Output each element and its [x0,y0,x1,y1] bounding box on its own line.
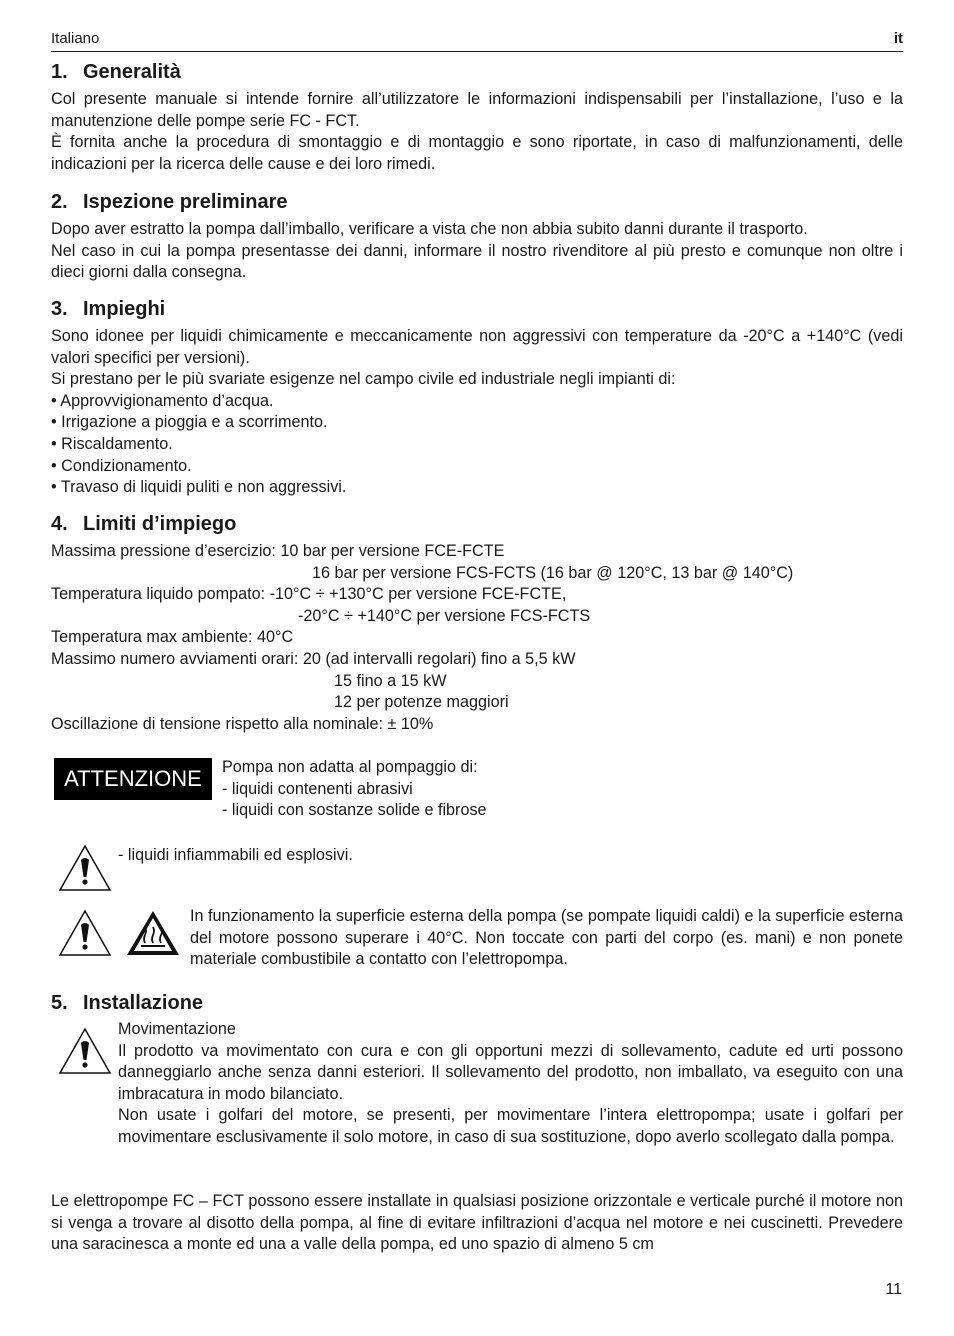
limit-line: Temperatura liquido pompato: -10°C ÷ +130°C per versione FCE-FCTE, [51,585,567,604]
warning-triangle-icon [58,1027,112,1075]
list-item: • Condizionamento. [51,456,903,478]
attention-badge: ATTENZIONE [54,758,212,800]
limit-line: -20°C ÷ +140°C per versione FCS-FCTS [298,606,591,625]
section-installazione [51,991,903,1015]
limit-line: 15 fino a 15 kW [334,671,447,690]
section-impieghi [51,297,903,499]
section-title: 2. Ispezione preliminare [51,191,288,213]
list-item: • Riscaldamento. [51,434,903,456]
attention-text [222,757,487,822]
section-title: 1. Generalità [51,61,181,83]
section-limiti [51,512,903,735]
warning-triangle-icon [58,844,112,892]
paragraph: Col presente manuale si intende fornire all’utilizzatore le informazioni indispensabili per l’installazione, l’uso e la manutenzione delle pompe serie FC - FCT. [51,90,903,130]
page-header [51,30,903,52]
paragraph: Le elettropompe FC – FCT possono essere installate in qualsiasi posizione orizzontale e verticale purché il motore non si venga a trovare al disotto della pompa, al fine di evitare infiltrazioni d’acqua nel motore e nei cuscinetti. Prevedere una saracinesca a monte ed una a valle della pompa, ed uno spazio di almeno 5 cm [51,1192,903,1254]
limit-line: 12 per potenze maggiori [334,693,509,712]
handling-block [118,1019,903,1149]
language-code: it [893,30,903,47]
paragraph: Dopo aver estratto la pompa dall’imballo, verificare a vista che non abbia subito danni durante il trasporto. [51,220,808,238]
limit-line: Massimo numero avviamenti orari: 20 (ad intervalli regolari) fino a 5,5 kW [51,649,576,668]
limits-list [51,541,903,735]
paragraph: Sono idonee per liquidi chimicamente e meccanicamente non aggressivi con temperature da -20°C a +140°C (vedi valori specifici per versioni). [51,327,903,367]
section-title: 4. Limiti d’impiego [51,513,237,535]
installation-paragraph [51,1191,903,1256]
section-ispezione [51,190,903,284]
list-item: • Approvvigionamento d’acqua. [51,391,903,413]
warning-triangle-icon [58,909,112,957]
paragraph: È fornita anche la procedura di smontaggio e di montaggio e sono riportate, in caso di malfunzionamenti, delle indicazioni per la ricerca delle cause e dei loro rimedi. [51,133,903,173]
flammable-text: - liquidi infiammabili ed esplosivi. [118,846,353,864]
section-title: 5. Installazione [51,992,204,1014]
paragraph: In funzionamento la superficie esterna della pompa (se pompate liquidi caldi) e la superficie esterna del motore possono superare i 40°C. Non toccate con parti del corpo (es. mani) e non ponete materiale combustibile a contatto con l’elettropompa. [190,907,903,969]
page-number: 11 [885,1281,902,1298]
attention-line: Pompa non adatta al pompaggio di: [222,758,478,776]
usage-list [51,391,903,499]
attention-line: - liquidi contenenti abrasivi [222,779,413,798]
hot-surface-icon [125,909,181,957]
paragraph: Nel caso in cui la pompa presentasse dei danni, informare il nostro rivenditore al più presto e comunque non oltre i dieci giorni dalla consegna. [51,241,903,282]
limit-line: Oscillazione di tensione rispetto alla nominale: ± 10% [51,714,434,733]
list-item: • Irrigazione a pioggia e a scorrimento. [51,412,903,434]
section-generalita [51,60,903,175]
paragraph: Il prodotto va movimentato con cura e con gli opportuni mezzi di sollevamento, cadute ed urti possono danneggiarlo anche senza danni esteriori. Il sollevamento del prodotto, non imballato, va eseguito con una imbracatura in modo bilanciato. [118,1041,903,1103]
hot-surface-text [190,906,903,971]
paragraph: Non usate i golfari del motore, se presenti, per movimentare l’intera elettropompa; usate i golfari per movimentare esclusivamente il solo motore, in caso di sua sostituzione, dopo averlo scollegato dalla pompa. [118,1106,903,1146]
attention-line: - liquidi con sostanze solide e fibrose [222,801,487,820]
limit-line: Temperatura max ambiente: 40°C [51,628,294,647]
limit-line: 16 bar per versione FCS-FCTS (16 bar @ 120°C, 13 bar @ 140°C) [312,563,794,582]
language-label: Italiano [51,30,100,47]
paragraph: Si prestano per le più svariate esigenze nel campo civile ed industriale negli impianti di: [51,370,676,389]
subheading: Movimentazione [118,1020,236,1038]
list-item: • Travaso di liquidi puliti e non aggressivi. [51,477,903,499]
section-title: 3. Impieghi [51,298,166,320]
limit-line: Massima pressione d’esercizio: 10 bar per versione FCE-FCTE [51,542,505,560]
